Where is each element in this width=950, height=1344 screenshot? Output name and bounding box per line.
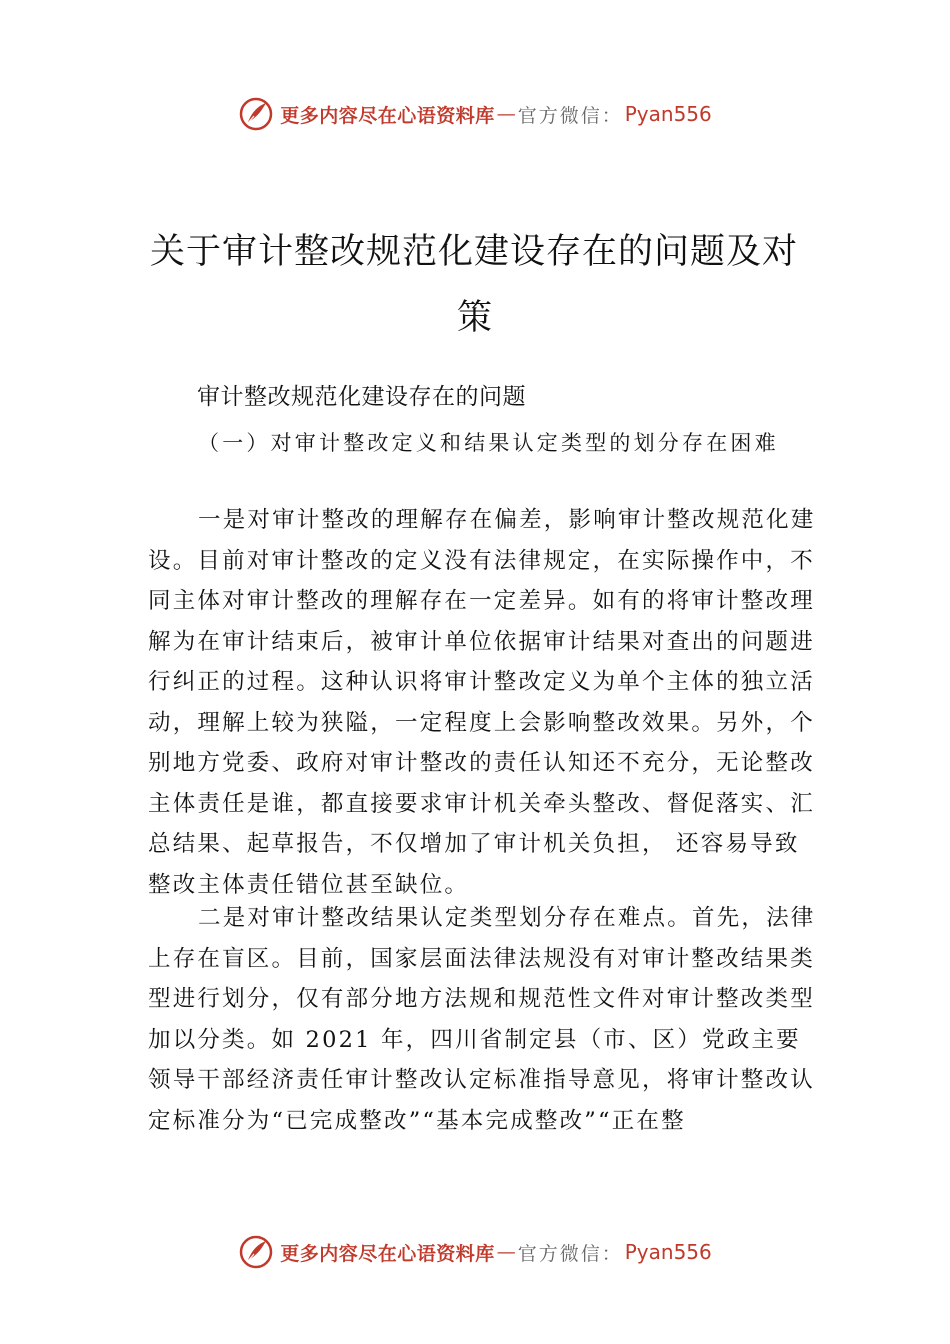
paragraph-1 <box>148 500 820 905</box>
watermark-wechat-id: Pyan556 <box>624 102 712 126</box>
feather-pen-logo-icon <box>238 96 274 132</box>
title-line-2: 策 <box>456 298 493 339</box>
watermark-dash: — <box>496 1241 516 1263</box>
feather-pen-logo-icon <box>238 1234 274 1270</box>
sub-heading-text: （一）对审计整改定义和结果认定类型的划分存在困难 <box>198 431 779 455</box>
watermark-site-text: 更多内容尽在心语资料库 <box>280 104 495 127</box>
section-heading: 审计整改规范化建设存在的问题 <box>197 384 526 410</box>
watermark-dash: — <box>496 103 516 125</box>
paragraph-2 <box>148 898 820 1141</box>
watermark-wechat-label: 官方微信： <box>517 1242 623 1265</box>
watermark-wechat-id: Pyan556 <box>624 1240 712 1264</box>
watermark-wechat-label: 官方微信： <box>517 104 623 127</box>
watermark-banner-top <box>0 94 950 134</box>
watermark-site-text: 更多内容尽在心语资料库 <box>280 1242 495 1265</box>
paragraph-1-text: 一是对审计整改的理解存在偏差，影响审计整改规范化建设。目前对审计整改的定义没有法律规定，在实际操作中，不同主体对审计整改的理解存在一定差异。如有的将审计整改理解为在审计结束后，被审计单位依据审计结果对查出的问题进行纠正的过程。这种认识将审计整改定义为单个主体的独立活动，理解上较为狭隘，一定程度上会影响整改效果。另外，个别地方党委、政府对审计整改的责任认知还不充分，无论整改主体责任是谁，都直接要求审计机关牵头整改、督促落实、汇总结果、起草报告，不仅增加了审计机关负担， 还容易导致整改主体责任错位甚至缺位。 <box>148 507 816 898</box>
watermark-banner-bottom <box>0 1232 950 1272</box>
document-title <box>150 219 800 351</box>
paragraph-2-text: 二是对审计整改结果认定类型划分存在难点。首先，法律上存在盲区。目前，国家层面法律法规没有对审计整改结果类型进行划分，仅有部分地方法规和规范性文件对审计整改类型加以分类。如 2021 年，四川省制定县（市、区）党政主要领导干部经济责任审计整改认定标准指导意见，将审计整改认定标准分为“已完成整改”“基本完成整改”“正在整 <box>148 905 816 1134</box>
sub-heading <box>148 424 808 462</box>
title-line-1: 关于审计整改规范化建设存在的问题及对 <box>150 232 799 273</box>
